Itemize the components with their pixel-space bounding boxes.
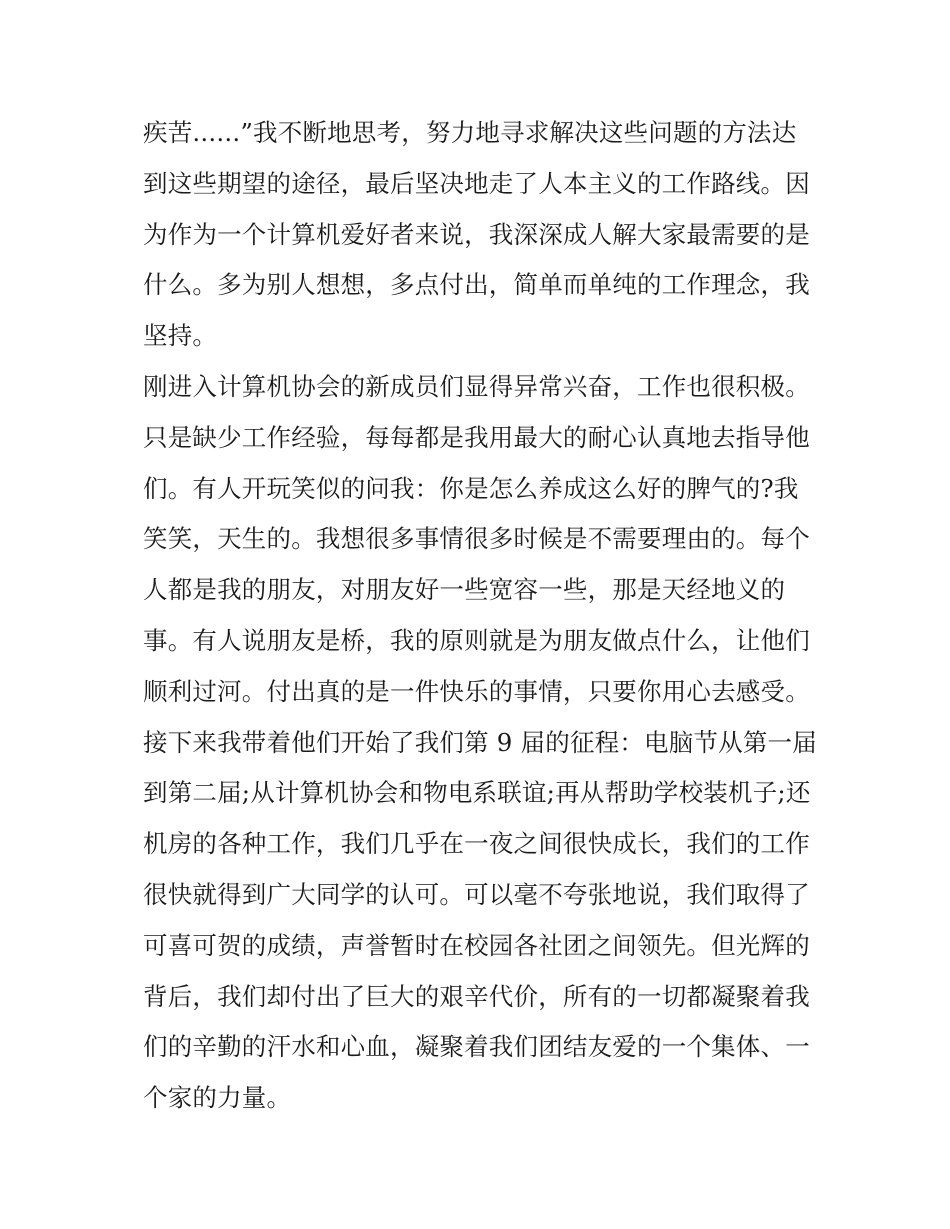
text-line: 事。有人说朋友是桥，我的原则就是为朋友做点什么，让他们	[143, 625, 810, 655]
text-line: 笑笑，天生的。我想很多事情很多时候是不需要理由的。每个	[143, 524, 810, 554]
text-line: 为作为一个计算机爱好者来说，我深深成人解大家最需要的是	[143, 219, 810, 249]
text-line: 接下来我带着他们开始了我们第 9 届的征程：电脑节从第一届	[143, 727, 817, 757]
text-line: 到第二届;从计算机协会和物电系联谊;再从帮助学校装机子;还	[143, 778, 811, 808]
text-line: 什么。多为别人想想，多点付出，简单而单纯的工作理念，我	[143, 270, 810, 300]
text-line: 到这些期望的途径，最后坚决地走了人本主义的工作路线。因	[143, 168, 810, 198]
text-line: 可喜可贺的成绩，声誉暂时在校园各社团之间领先。但光辉的	[143, 930, 810, 960]
text-line: 很快就得到广大同学的认可。可以毫不夸张地说，我们取得了	[143, 879, 810, 909]
text-line: 们的辛勤的汗水和心血，凝聚着我们团结友爱的一个集体、一	[143, 1032, 810, 1062]
text-line: 顺利过河。付出真的是一件快乐的事情，只要你用心去感受。	[143, 676, 810, 706]
text-line: 坚持。	[143, 321, 218, 351]
body-text	[143, 108, 823, 1124]
text-line: 机房的各种工作，我们几乎在一夜之间很快成长，我们的工作	[143, 829, 810, 859]
text-line: 个家的力量。	[143, 1083, 292, 1113]
text-line: 人都是我的朋友，对朋友好一些宽容一些，那是天经地义的	[143, 575, 786, 605]
text-line: 刚进入计算机协会的新成员们显得异常兴奋，工作也很积极。	[143, 371, 810, 401]
text-line: 只是缺少工作经验，每每都是我用最大的耐心认真地去指导他	[143, 422, 810, 452]
text-line: 们。有人开玩笑似的问我：你是怎么养成这么好的脾气的?我	[143, 473, 799, 503]
text-line: 疾苦......”我不断地思考，努力地寻求解决这些问题的方法达	[143, 118, 797, 147]
text-line: 背后，我们却付出了巨大的艰辛代价，所有的一切都凝聚着我	[143, 981, 810, 1011]
